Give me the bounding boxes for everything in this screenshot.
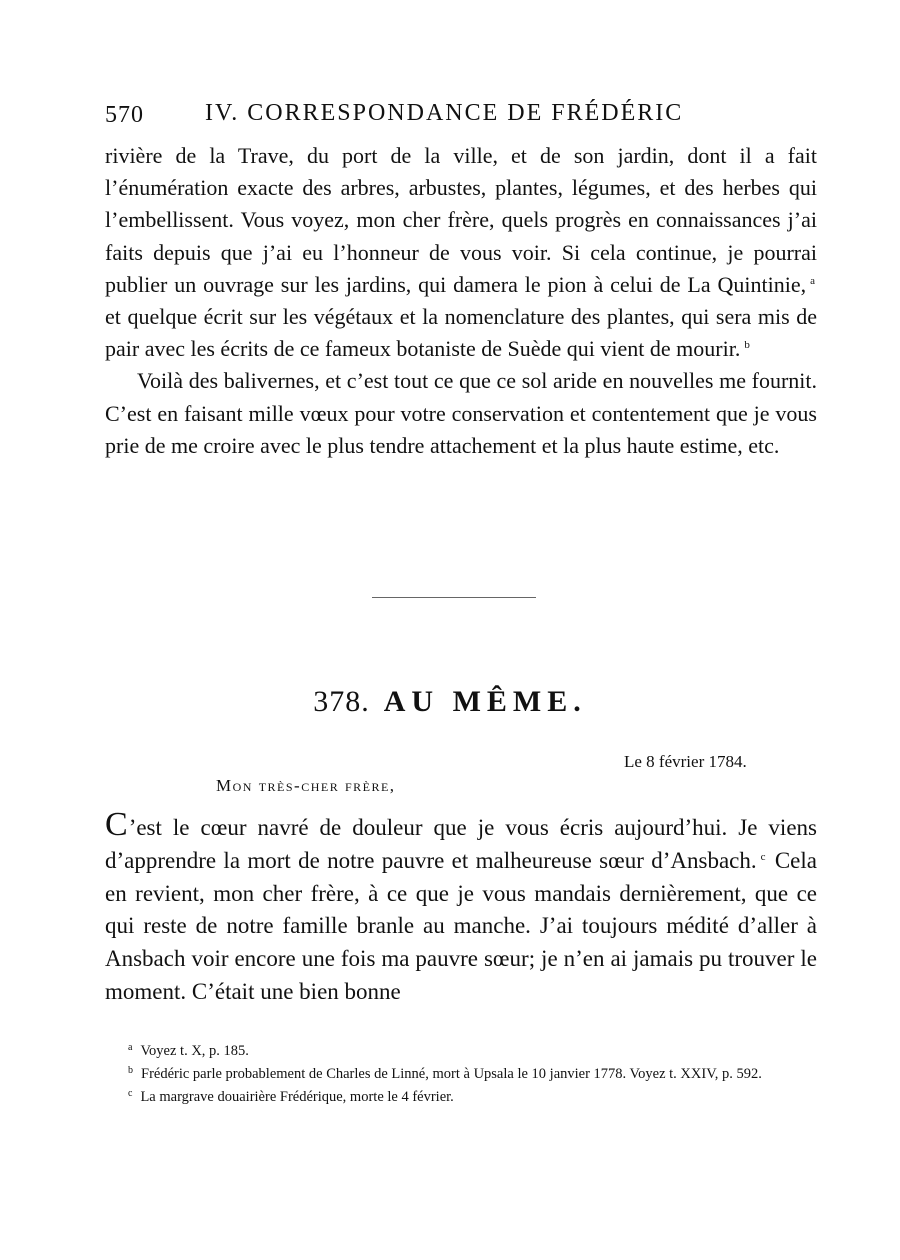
- footnote-mark: b: [128, 1065, 133, 1076]
- footnote-a: [102, 1038, 814, 1061]
- footnote-text: Frédéric parle probablement de Charles de Linné, mort à Upsala le 10 janvier 1778. Voyez t. XXIV, p. 592.: [141, 1066, 762, 1082]
- letter-salutation: Mon très-cher frère,: [216, 776, 396, 795]
- paragraph-closing: Voilà des balivernes, et c’est tout ce que ce sol aride en nouvelles me fournit. C’est en faisant mille vœux pour votre conservation et contentement que je vous prie de me croire avec le plus tendre attachement et la plus haute estime, etc.: [105, 368, 817, 458]
- footnote-b: [102, 1061, 814, 1084]
- page-number: 570: [105, 102, 144, 128]
- letter-date: Le 8 février 1784.: [624, 752, 747, 771]
- paragraph-continued: [105, 140, 817, 365]
- letter-heading: [0, 685, 900, 719]
- section-divider: [372, 597, 536, 598]
- footnote-text: La margrave douairière Frédérique, morte le 4 février.: [140, 1089, 454, 1105]
- footnote-mark: a: [128, 1042, 133, 1053]
- footnote-ref-b: b: [744, 339, 750, 352]
- paragraph-text: Cela en revient, mon cher frère, à ce que je vous mandais dernièrement, que ce qui reste de notre famille branle au manche. J’ai toujours médité d’aller à Ansbach voir encore une fois ma pauvre sœur; je n’en ai jamais pu trouver le moment. C’était une bien bonne: [105, 847, 817, 1004]
- drop-cap: C: [105, 806, 128, 843]
- running-title: IV. CORRESPONDANCE DE FRÉDÉRIC: [205, 100, 684, 126]
- footnote-ref-a: a: [810, 274, 815, 287]
- letter-paragraph: [105, 806, 817, 1009]
- running-head: [105, 98, 725, 132]
- footnote-text: Voyez t. X, p. 185.: [140, 1043, 249, 1059]
- letter-title: AU MÊME.: [383, 685, 587, 718]
- footnotes: [102, 1038, 814, 1107]
- footnote-c: [102, 1084, 814, 1107]
- footnote-mark: c: [128, 1088, 133, 1099]
- paragraph-text: et quelque écrit sur les végétaux et la nomenclature des plantes, qui sera mis de pair avec les écrits de ce fameux botaniste de Suède qui vient de mourir.: [105, 304, 817, 362]
- letter-body: [105, 806, 817, 1009]
- paragraph-text: rivière de la Trave, du port de la ville, et de son jardin, dont il a fait l’énumération exacte des arbres, arbustes, plantes, légumes, et des herbes qui l’embellissent. Vous voyez, mon cher frère, quels progrès en connaissances j’ai faits depuis que j’ai eu l’honneur de vous voir. Si cela continue, je pourrai publier un ouvrage sur les jardins, qui damera le pion à celui de La Quintinie,: [105, 143, 817, 297]
- footnote-ref-c: c: [760, 850, 766, 863]
- paragraph-text: ’est le cœur navré de douleur que je vous écris aujourd’hui. Je viens d’apprendre la mort de notre pauvre et malheureuse sœur d’Ansbach.: [105, 815, 817, 873]
- letter-number: 378.: [313, 685, 370, 718]
- continued-letter-text: [105, 140, 817, 462]
